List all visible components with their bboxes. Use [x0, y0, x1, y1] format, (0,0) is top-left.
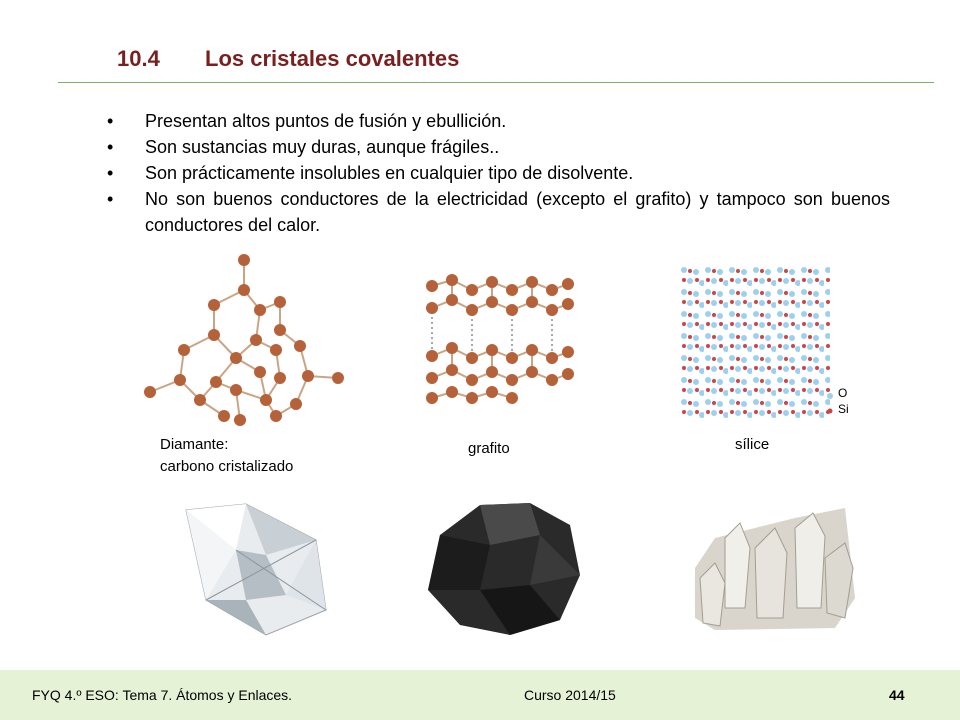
silica-legend-o: O [838, 386, 848, 400]
graphite-lattice-diagram [418, 272, 588, 407]
quartz-crystal-image [695, 508, 855, 633]
graphite-rock-image [420, 495, 590, 640]
section-number: 10.4 [117, 46, 160, 71]
bullet-icon: • [107, 137, 114, 157]
list-item: • No son buenos conductores de la electricidad (excepto el grafito) y tampoco son buenos conductores del calor. [107, 186, 890, 238]
silica-caption: sílice [735, 436, 770, 453]
bullet-icon: • [107, 189, 114, 209]
bullet-icon: • [107, 163, 114, 183]
page-number: 44 [889, 687, 905, 703]
diamond-lattice-diagram [140, 250, 370, 430]
silica-legend-si: Si [838, 402, 849, 416]
diamond-caption: Diamante: carbono cristalizado [160, 436, 294, 475]
graphite-caption: grafito [468, 440, 510, 457]
bullet-icon: • [107, 111, 114, 131]
footer-year: Curso 2014/15 [524, 687, 616, 703]
property-list [107, 108, 890, 238]
list-item: • Presentan altos puntos de fusión y ebullición. [107, 108, 890, 134]
title-divider [58, 82, 934, 83]
list-item: • Son sustancias muy duras, aunque frágiles.. [107, 134, 890, 160]
diamond-gem-image [176, 500, 326, 640]
footer-course: FYQ 4.º ESO: Tema 7. Átomos y Enlaces. [32, 687, 293, 703]
slide-title [117, 46, 459, 72]
title-text: Los cristales covalentes [205, 46, 460, 71]
list-item: • Son prácticamente insolubles en cualquier tipo de disolvente. [107, 160, 890, 186]
footer-bar [0, 670, 960, 720]
silica-network-diagram [680, 266, 860, 421]
